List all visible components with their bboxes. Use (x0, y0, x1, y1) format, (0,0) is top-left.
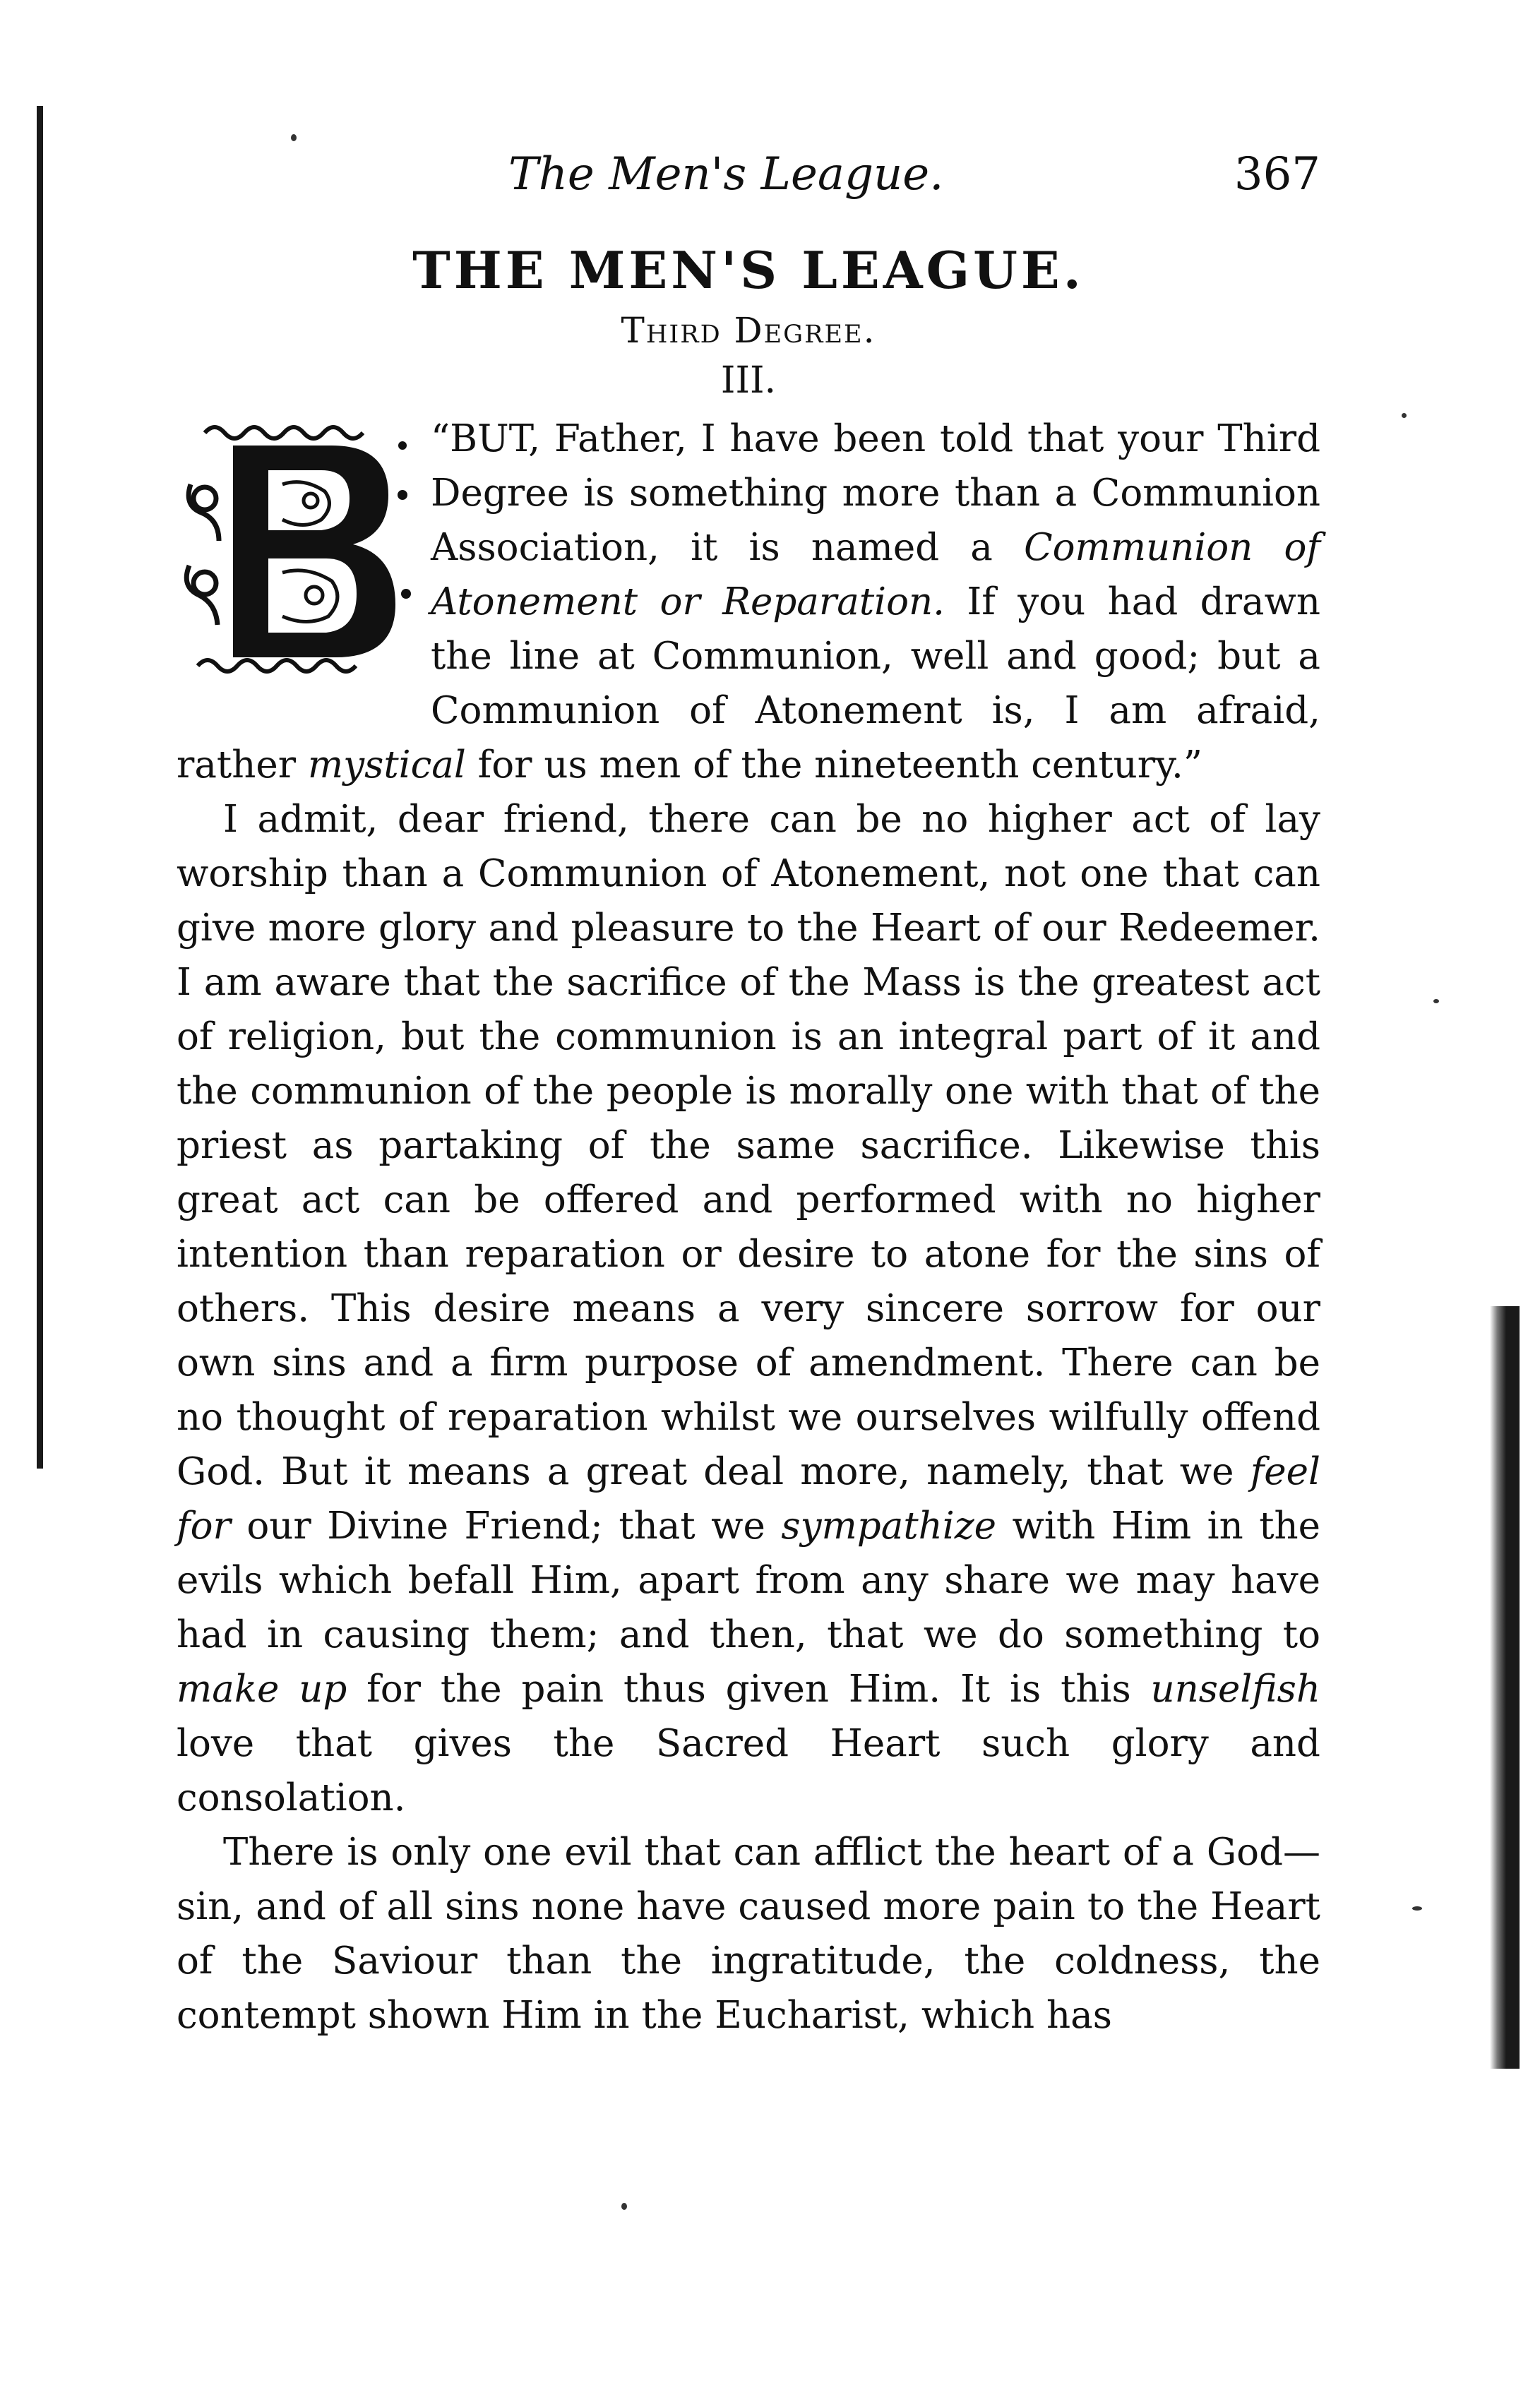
scan-edge-right (1490, 1306, 1520, 2069)
scan-speck (1412, 1906, 1422, 1911)
ornamental-drop-cap-icon (177, 417, 417, 686)
paragraph-1: “BUT, Father, I have been told that your Third Degree is something more than a Communion Association, it is named a Communion of Atonement or Reparation. If you had drawn the line at Communion, well and good; but a Communion of Atonement is, I am afraid, rather mystical for us men of the nineteenth century.” (177, 417, 1321, 787)
scan-speck (621, 2203, 627, 2210)
chapter-title: THE MEN'S LEAGUE. (412, 240, 1085, 300)
paragraph-3: There is only one evil that can afflict the heart of a God—sin, and of all sins none have caused more pain to the Heart of the Saviour than the ingratitude, the coldness, the contempt shown Him in the Eucharist, which has (177, 1831, 1320, 2037)
body-text (177, 412, 1320, 2043)
book-page (177, 134, 1320, 2043)
running-title: The Men's League. (508, 148, 944, 201)
scan-speck (1402, 413, 1407, 418)
paragraph-2: I admit, dear friend, there can be no higher act of lay worship than a Communion of Atonement, not one that can give more glory and pleasure to the Heart of our Redeemer. I am aware that the sacrifice of the Mass is the greatest act of religion, but the communion is an integral part of it and the communion of the people is morally one with that of the priest as partaking of the same sacrifice. Likewise this great act can be offered and performed with no higher intention than reparation or desire to atone for the sins of others. This desire means a very sincere sorrow for our own sins and a firm purpose of amendment. There can be no thought of reparation whilst we ourselves wilfully offend God. But it means a great deal more, namely, that we feel for our Divine Friend; that we sympathize with Him in the evils which befall Him, apart from any share we may have had in causing them; and then, that we do something to make up for the pain thus given Him. It is this unselfish love that gives the Sacred Heart such glory and consolation. (177, 798, 1321, 1819)
chapter-subtitle: Third Degree. (621, 310, 876, 351)
page-number: 367 (1234, 148, 1320, 201)
section-number: III. (720, 359, 777, 402)
scan-edge-left (37, 106, 43, 1469)
scan-speck (1433, 999, 1439, 1003)
running-head (177, 134, 1320, 212)
